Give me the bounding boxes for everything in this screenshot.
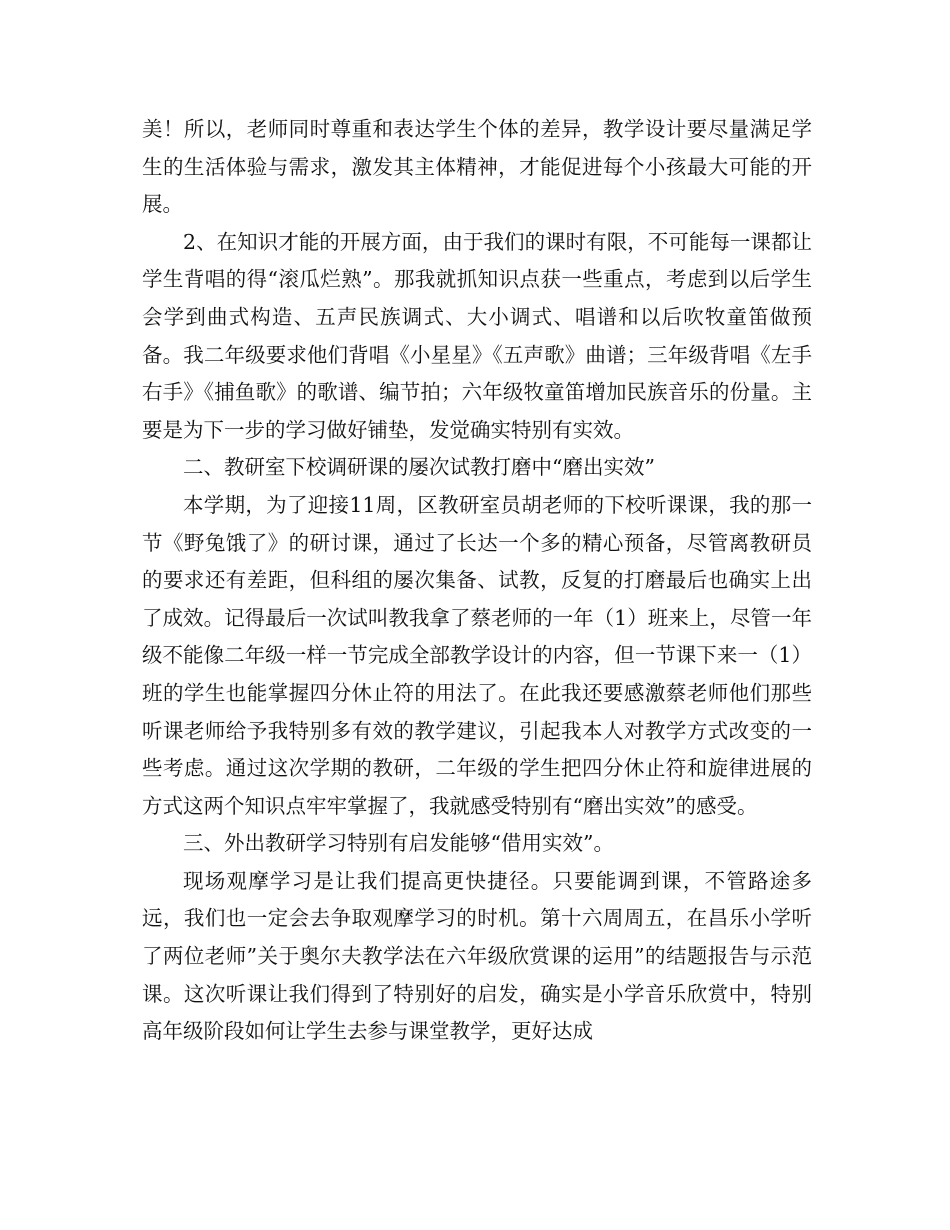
section-heading-3: 三、外出教研学习特别有启发能够“借用实效”。: [183, 831, 614, 856]
paragraph-2: 2、在知识才能的开展方面，由于我们的课时有限，不可能每一课都让学生背唱的得“滚瓜烂熟”。那我就抓知识点获一些重点，考虑到以后学生会学到曲式构造、五声民族调式、大小调式、唱谱和以后吹牧童笛做预备。我二年级要求他们背唱《小星星》《五声歌》曲谱；三年级背唱《左手右手》《捕鱼歌》的歌谱、编节拍；六年级牧童笛增加民族音乐的份量。主要是为下一步的学习做好铺垫，发觉确实特别有实效。: [142, 229, 812, 442]
document-body: [142, 111, 812, 1051]
paragraph-1: 美！所以，老师同时尊重和表达学生个体的差异，教学设计要尽量满足学生的生活体验与需求，激发其主体精神，才能促进每个小孩最大可能的开展。: [142, 117, 812, 217]
paragraph-3: 本学期，为了迎接11周，区教研室员胡老师的下校听课课，我的那一节《野兔饿了》的研讨课，通过了长达一个多的精心预备，尽管离教研员的要求还有差距，但科组的屡次集备、试教，反复的打磨最后也确实上出了成效。记得最后一次试叫教我拿了蔡老师的一年（1）班来上，尽管一年级不能像二年级一样一节完成全部教学设计的内容，但一节课下来一（1）班的学生也能掌握四分休止符的用法了。在此我还要感激蔡老师他们那些听课老师给予我特别多有效的教学建议，引起我本人对教学方式改变的一些考虑。通过这次学期的教研，二年级的学生把四分休止符和旋律进展的方式这两个知识点牢牢掌握了，我就感受特别有“磨出实效”的感受。: [142, 492, 812, 818]
paragraph-4: 现场观摩学习是让我们提高更快捷径。只要能调到课，不管路途多远，我们也一定会去争取观摩学习的时机。第十六周周五，在昌乐小学听了两位老师”关于奥尔夫教学法在六年级欣赏课的运用”的结题报告与示范课。这次听课让我们得到了特别好的启发，确实是小学音乐欣赏中，特别高年级阶段如何让学生去参与课堂教学，更好达成: [142, 868, 812, 1044]
section-heading-2: 二、教研室下校调研课的屡次试教打磨中“磨出实效”: [183, 455, 655, 480]
